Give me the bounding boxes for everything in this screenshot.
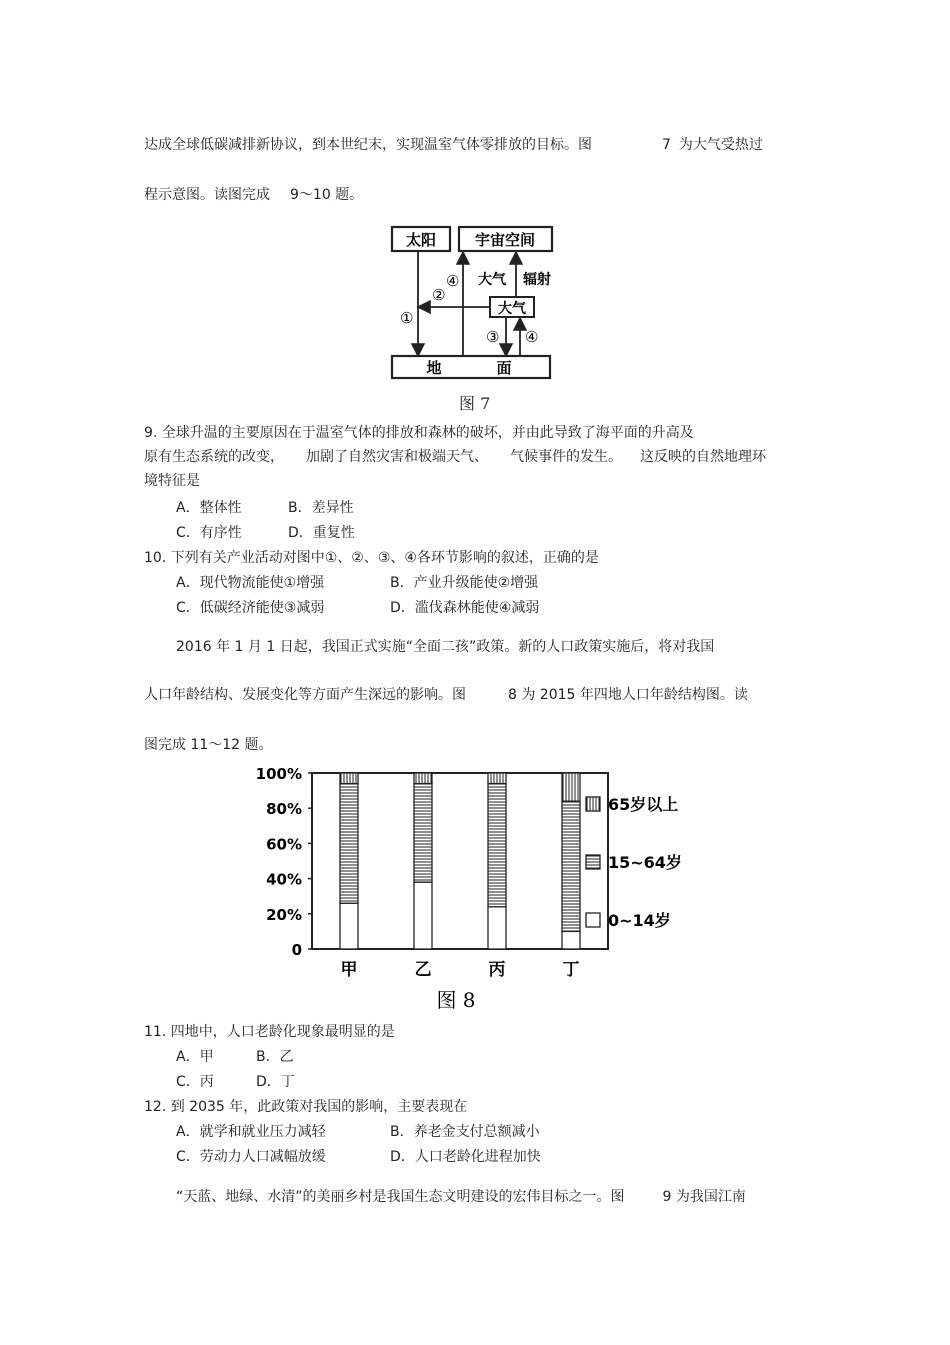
q9-stem-line2 xyxy=(144,446,766,466)
bar-丙-series-0 xyxy=(488,907,506,949)
intro-b-text: 人口年龄结构、发展变化等方面产生深远的影响。图 xyxy=(144,687,466,703)
atmosphere-radiation-label-2: 辐射 xyxy=(523,272,551,288)
q12-option-c[interactable]: C．劳动力人口减幅放缓 xyxy=(176,1149,326,1165)
intro-c-text: “天蓝、地绿、水清”的美丽乡村是我国生态文明建设的宏伟目标之一。图 xyxy=(176,1189,625,1205)
bar-甲-series-2 xyxy=(340,773,358,784)
intro-c-text-end: 9 为我国江南 xyxy=(662,1189,746,1205)
bar-乙-series-1 xyxy=(414,784,432,883)
q9-option-b[interactable]: B．差异性 xyxy=(288,500,354,516)
marker-2: ② xyxy=(432,286,446,304)
q10-option-d[interactable]: D．滥伐森林能使④减弱 xyxy=(390,600,540,616)
sun-label: 太阳 xyxy=(405,231,437,249)
q12-option-a[interactable]: A．就学和就业压力减轻 xyxy=(176,1124,326,1140)
question-range: 9～10 题。 xyxy=(290,187,364,203)
bar-丁-series-0 xyxy=(562,931,580,949)
intro-a-line2 xyxy=(144,184,363,204)
y-tick-label: 80% xyxy=(266,800,302,819)
q9-stem-part-c: 气候事件的发生。 xyxy=(510,449,622,465)
x-category-label: 乙 xyxy=(414,960,432,980)
y-tick-label: 60% xyxy=(266,835,302,854)
x-category-label: 甲 xyxy=(340,960,358,980)
x-category-label: 丙 xyxy=(488,960,506,980)
q12-stem: 12. 到 2035 年，此政策对我国的影响，主要表现在 xyxy=(144,1099,468,1115)
q9-stem-line1: 9. 全球升温的主要原因在于温室气体的排放和森林的破坏，并由此导致了海平面的升高及 xyxy=(144,425,694,441)
figure-ref: 7 xyxy=(662,137,671,153)
bar-乙-series-0 xyxy=(414,882,432,949)
y-tick-label: 0 xyxy=(291,941,302,959)
intro-a-text2: 程示意图。读图完成 xyxy=(144,187,270,203)
intro-b-text-end: 8 为 2015 年四地人口年龄结构图。读 xyxy=(508,687,748,703)
bar-丁-series-2 xyxy=(562,773,580,801)
bar-丙-series-1 xyxy=(488,784,506,907)
q11-option-b[interactable]: B．乙 xyxy=(256,1049,294,1065)
legend-swatch xyxy=(586,855,600,869)
ground-box xyxy=(392,356,550,378)
intro-b-line1: 2016 年 1 月 1 日起，我国正式实施“全面二孩”政策。新的人口政策实施后，将对我国 xyxy=(176,639,715,655)
bar-甲-series-1 xyxy=(340,784,358,904)
intro-b-line2 xyxy=(144,684,748,704)
q9-option-c[interactable]: C．有序性 xyxy=(176,525,242,541)
q11-stem: 11. 四地中，人口老龄化现象最明显的是 xyxy=(144,1024,395,1040)
intro-c-line1 xyxy=(176,1186,746,1206)
intro-a-text: 达成全球低碳减排新协议，到本世纪末，实现温室气体零排放的目标。图 xyxy=(144,137,592,153)
atmosphere-radiation-label-1: 大气 xyxy=(478,272,506,288)
space-label: 宇宙空间 xyxy=(474,231,536,249)
figure8-caption: 图 8 xyxy=(436,988,476,1012)
q10-option-c[interactable]: C．低碳经济能使③减弱 xyxy=(176,600,325,616)
ground-label-2: 面 xyxy=(496,359,512,377)
x-category-label: 丁 xyxy=(562,960,580,980)
q11-option-d[interactable]: D．丁 xyxy=(256,1074,295,1090)
figure8-chart xyxy=(250,762,710,1017)
q9-stem-part-b: 加剧了自然灾害和极端天气、 xyxy=(306,449,488,465)
q9-option-a[interactable]: A．整体性 xyxy=(176,500,242,516)
figure7-caption: 图 7 xyxy=(459,394,491,413)
intro-a-text-end: 为大气受热过 xyxy=(678,137,763,153)
q9-stem-line3: 境特征是 xyxy=(144,473,200,489)
q9-stem-part-a: 原有生态系统的改变， xyxy=(144,449,284,465)
bar-丙-series-2 xyxy=(488,773,506,784)
intro-b-line3: 图完成 11～12 题。 xyxy=(144,737,273,753)
legend-label: 0~14岁 xyxy=(608,911,671,930)
q11-option-a[interactable]: A．甲 xyxy=(176,1049,214,1065)
marker-4-lower: ④ xyxy=(525,328,539,346)
figure7-diagram xyxy=(380,222,560,382)
legend-swatch xyxy=(586,913,600,927)
q10-option-a[interactable]: A．现代物流能使①增强 xyxy=(176,575,325,591)
bar-甲-series-0 xyxy=(340,903,358,949)
q11-option-c[interactable]: C．丙 xyxy=(176,1074,214,1090)
q10-option-b[interactable]: B．产业升级能使②增强 xyxy=(390,575,539,591)
marker-1: ① xyxy=(400,309,414,327)
marker-4-upper: ④ xyxy=(446,272,460,290)
intro-a-line1 xyxy=(144,134,763,154)
y-tick-label: 100% xyxy=(255,765,302,783)
legend-label: 65岁以上 xyxy=(608,795,679,814)
legend-label: 15~64岁 xyxy=(608,853,682,872)
ground-label-1: 地 xyxy=(426,359,442,377)
atmosphere-label: 大气 xyxy=(498,301,526,317)
bar-丁-series-1 xyxy=(562,801,580,931)
q12-option-d[interactable]: D．人口老龄化进程加快 xyxy=(390,1149,541,1165)
q9-stem-part-d: 这反映的自然地理环 xyxy=(640,449,766,465)
legend-swatch xyxy=(586,797,600,811)
q12-option-b[interactable]: B．养老金支付总额减小 xyxy=(390,1124,540,1140)
marker-3: ③ xyxy=(486,328,500,346)
bar-乙-series-2 xyxy=(414,773,432,784)
q10-stem: 10. 下列有关产业活动对图中①、②、③、④各环节影响的叙述，正确的是 xyxy=(144,550,599,566)
q9-option-d[interactable]: D．重复性 xyxy=(288,525,355,541)
y-tick-label: 20% xyxy=(266,905,302,924)
y-tick-label: 40% xyxy=(266,870,302,889)
